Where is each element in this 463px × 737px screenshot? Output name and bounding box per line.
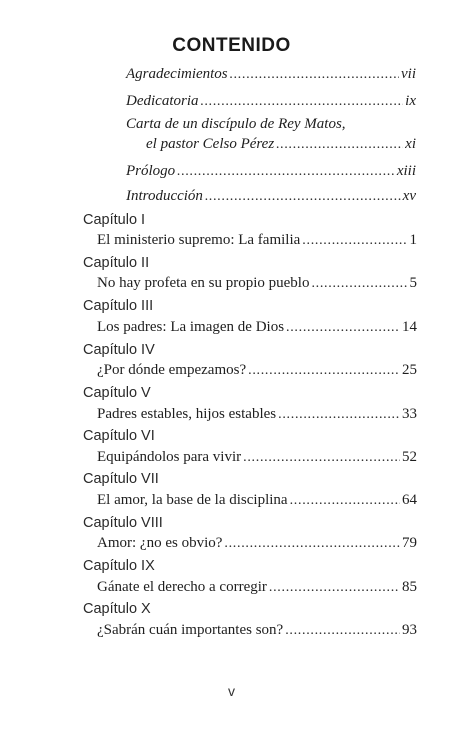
toc-entry-page: 14: [402, 319, 417, 335]
toc-entry-title: Gánate el derecho a corregir: [97, 579, 267, 595]
dot-leader: [286, 321, 400, 335]
toc-entry-chapter-9: [97, 579, 417, 596]
toc-entry-page: xv: [402, 188, 416, 204]
dot-leader: [177, 165, 395, 179]
toc-entry-page: xiii: [396, 163, 416, 179]
toc-entry-title: El amor, la base de la disciplina: [97, 492, 288, 508]
dot-leader: [248, 364, 400, 378]
toc-entry-title: El ministerio supremo: La familia: [97, 232, 301, 248]
dot-leader: [276, 138, 403, 152]
toc-entry-prologo: [126, 163, 416, 180]
dot-leader: [290, 494, 400, 508]
page-title: CONTENIDO: [172, 35, 291, 56]
dot-leader: [230, 68, 399, 82]
toc-entry-page: 52: [402, 449, 417, 465]
toc-entry-introduccion: [126, 188, 416, 205]
page-number: v: [228, 683, 235, 699]
toc-entry-title: Agradecimientos: [126, 66, 228, 82]
toc-entry-title: ¿Por dónde empezamos?: [97, 362, 247, 378]
toc-entry-chapter-1: [97, 232, 417, 249]
toc-entry-page: 64: [402, 492, 417, 508]
toc-entry-chapter-3: [97, 319, 417, 336]
toc-entry-agradecimientos: [126, 66, 416, 83]
chapter-label-6: Capítulo VI: [83, 428, 155, 444]
toc-entry-title: Introducción: [126, 188, 203, 204]
dot-leader: [243, 451, 400, 465]
toc-entry-title: ¿Sabrán cuán importantes son?: [97, 622, 284, 638]
toc-entry-title: Equipándolos para vivir: [97, 449, 242, 465]
dot-leader: [205, 190, 401, 204]
toc-entry-title: Los padres: La imagen de Dios: [97, 319, 285, 335]
toc-entry-page: 25: [402, 362, 417, 378]
toc-entry-page: ix: [405, 93, 416, 109]
chapter-label-1: Capítulo I: [83, 212, 146, 228]
chapter-label-8: Capítulo VIII: [83, 515, 163, 531]
toc-entry-chapter-4: [97, 362, 417, 379]
toc-entry-page: 79: [402, 535, 417, 551]
dot-leader: [285, 624, 400, 638]
toc-entry-title: No hay profeta en su propio pueblo: [97, 275, 310, 291]
toc-entry-page: 1: [409, 232, 417, 248]
chapter-label-9: Capítulo IX: [83, 558, 155, 574]
dot-leader: [278, 408, 400, 422]
toc-entry-chapter-5: [97, 406, 417, 423]
toc-entry-page: 85: [402, 579, 417, 595]
toc-entry-dedicatoria: [126, 93, 416, 110]
toc-entry-title: Dedicatoria: [126, 93, 199, 109]
toc-entry-carta: [126, 136, 416, 153]
chapter-label-5: Capítulo V: [83, 385, 151, 401]
toc-entry-carta-line1: Carta de un discípulo de Rey Matos,: [126, 116, 346, 132]
toc-entry-chapter-8: [97, 535, 417, 552]
toc-entry-chapter-6: [97, 449, 417, 466]
chapter-label-4: Capítulo IV: [83, 342, 155, 358]
toc-entry-title: Amor: ¿no es obvio?: [97, 535, 223, 551]
chapter-label-7: Capítulo VII: [83, 471, 159, 487]
dot-leader: [311, 277, 407, 291]
toc-entry-page: xi: [405, 136, 416, 152]
dot-leader: [201, 95, 404, 109]
chapter-label-3: Capítulo III: [83, 298, 154, 314]
toc-entry-page: 93: [402, 622, 417, 638]
dot-leader: [269, 581, 400, 595]
dot-leader: [302, 234, 407, 248]
dot-leader: [224, 537, 400, 551]
toc-entry-page: 5: [409, 275, 417, 291]
chapter-label-2: Capítulo II: [83, 255, 150, 271]
toc-entry-page: 33: [402, 406, 417, 422]
toc-entry-title: Prólogo: [126, 163, 176, 179]
chapter-label-10: Capítulo X: [83, 601, 151, 617]
toc-entry-chapter-7: [97, 492, 417, 509]
toc-entry-chapter-10: [97, 622, 417, 639]
toc-entry-chapter-2: [97, 275, 417, 292]
toc-entry-page: vii: [401, 66, 416, 82]
toc-entry-title: el pastor Celso Pérez: [146, 136, 275, 152]
toc-entry-title: Padres estables, hijos estables: [97, 406, 277, 422]
